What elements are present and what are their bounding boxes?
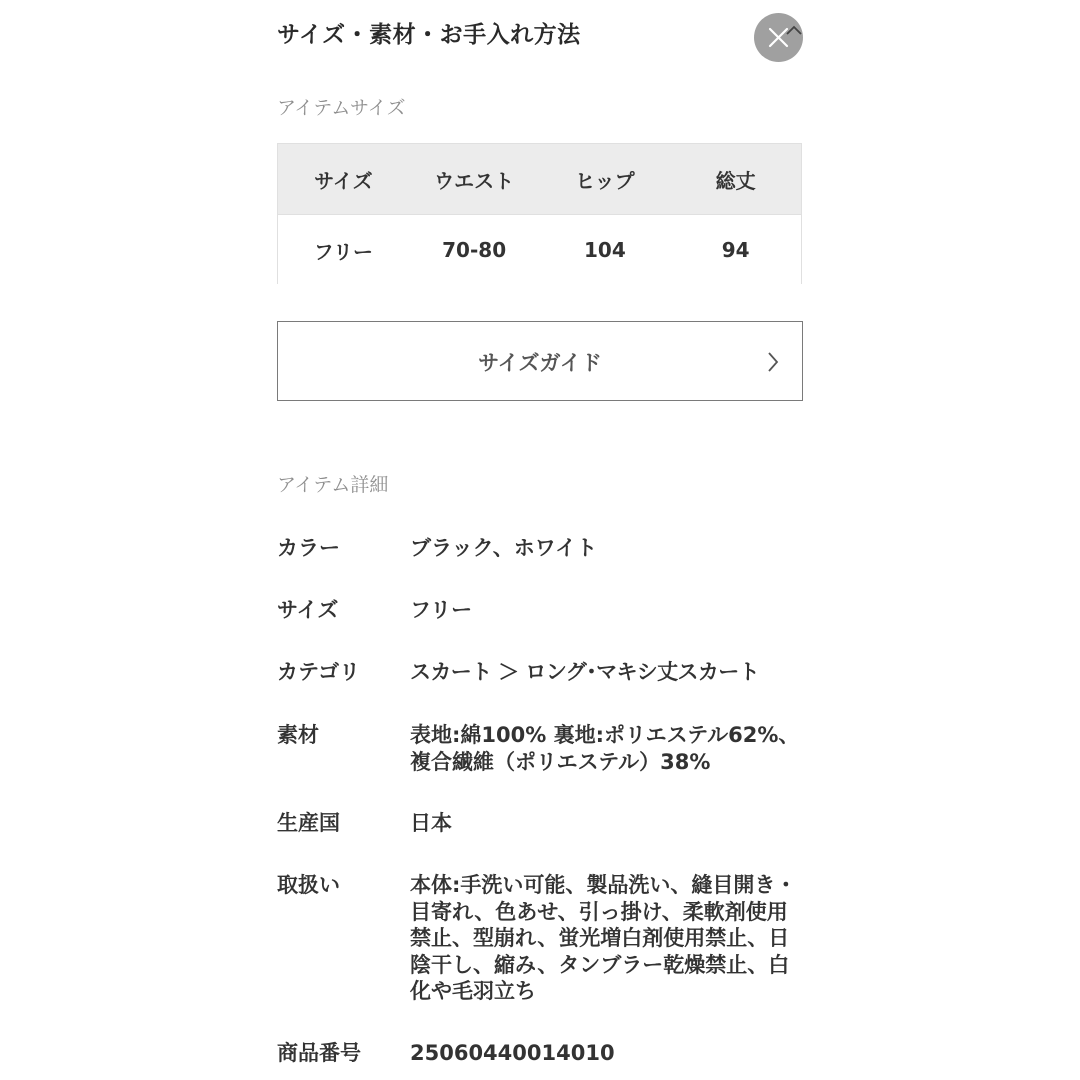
- detail-row-care: [277, 872, 803, 1005]
- size-table: [277, 143, 802, 284]
- detail-key: カテゴリ: [277, 660, 361, 684]
- detail-key: 取扱い: [277, 873, 340, 897]
- detail-key: サイズ: [277, 598, 339, 622]
- chevron-right-icon: [766, 350, 780, 374]
- detail-value: 日本: [410, 811, 452, 835]
- detail-row-size: [277, 597, 803, 624]
- detail-row-product-number: [277, 1040, 803, 1067]
- detail-row-color: [277, 535, 803, 562]
- table-row: [278, 214, 801, 285]
- size-table-header: [278, 144, 801, 214]
- size-material-care-panel: [277, 0, 803, 1080]
- detail-value: スカート ＞ ロング･マキシ丈スカート: [410, 660, 760, 684]
- detail-row-material: [277, 722, 803, 775]
- column-header-size: サイズ: [314, 168, 373, 193]
- item-size-section-label: アイテムサイズ: [277, 97, 406, 119]
- cell-hip: 104: [584, 238, 626, 262]
- detail-row-category: [277, 659, 803, 686]
- column-header-hip: ヒップ: [575, 168, 635, 193]
- chevron-up-icon[interactable]: [783, 22, 805, 38]
- size-guide-label: サイズガイド: [478, 351, 602, 375]
- detail-key: 生産国: [277, 811, 340, 835]
- detail-key: カラー: [277, 536, 340, 560]
- column-header-length: 総丈: [715, 168, 756, 193]
- detail-key: 商品番号: [277, 1041, 361, 1065]
- detail-value: フリー: [410, 598, 473, 622]
- detail-key: 素材: [277, 723, 319, 747]
- detail-row-country: [277, 810, 803, 837]
- size-guide-button[interactable]: [277, 321, 803, 401]
- detail-value: 表地:綿100% 裏地:ポリエステル62%、複合繊維（ポリエステル）38%: [410, 723, 800, 774]
- detail-value: ブラック、ホワイト: [410, 536, 598, 560]
- detail-value: 25060440014010: [410, 1041, 615, 1065]
- column-header-waist: ウエスト: [434, 168, 515, 193]
- cell-waist: 70-80: [442, 238, 507, 262]
- panel-title: サイズ・素材・お手入れ方法: [277, 22, 581, 48]
- cell-size: フリー: [313, 239, 373, 264]
- item-details-section-label: アイテム詳細: [277, 474, 389, 496]
- detail-value: 本体:手洗い可能、製品洗い、縫目開き・目寄れ、色あせ、引っ掛け、柔軟剤使用禁止、型崩れ、蛍光増白剤使用禁止、日陰干し、縮み、タンブラー乾燥禁止、白化や毛羽立ち: [410, 873, 797, 1003]
- cell-length: 94: [721, 238, 750, 262]
